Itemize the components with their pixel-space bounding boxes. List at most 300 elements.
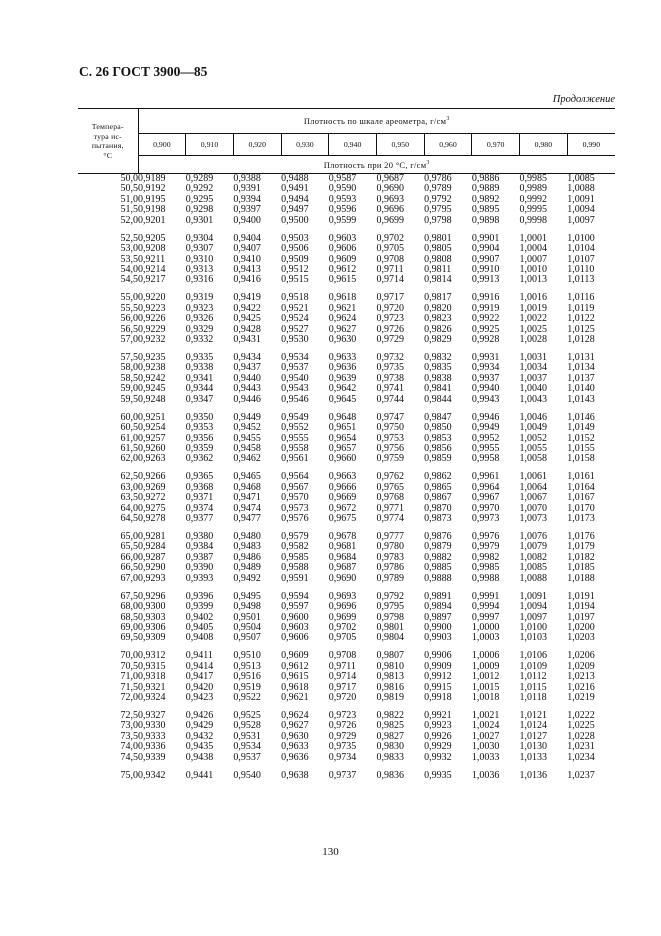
density-cell: 0,9365	[185, 471, 214, 483]
density-cell: 0,9792	[424, 193, 452, 205]
density-cell: 0,9900	[424, 621, 452, 633]
density-cell: 0,9229	[138, 323, 166, 335]
density-cell: 0,9952	[471, 432, 500, 444]
density-cell: 1,0167	[567, 492, 595, 504]
temperature-cell: 65,0	[120, 530, 138, 542]
density-cell: 0,9248	[138, 393, 166, 405]
density-cell: 0,9612	[328, 264, 357, 276]
density-cell: 0,9786	[376, 562, 404, 574]
density-cell: 0,9235	[138, 351, 166, 363]
density-cell: 0,9497	[281, 204, 309, 216]
density-cell: 0,9762	[376, 471, 404, 483]
density-cell: 0,9958	[471, 453, 500, 465]
density-cell: 0,9492	[233, 572, 261, 584]
density-cell: 1,0127	[519, 730, 547, 742]
density-cell: 0,9411	[185, 650, 213, 662]
density-cell: 0,9618	[328, 292, 357, 304]
density-cell: 0,9426	[185, 709, 214, 721]
density-cell: 0,9992	[519, 193, 547, 205]
density-cell: 0,9260	[138, 442, 166, 454]
density-cell: 0,9609	[328, 253, 357, 265]
density-cell: 0,9306	[138, 621, 166, 633]
density-cell: 1,0115	[519, 681, 547, 693]
density-cell: 1,0064	[519, 481, 547, 493]
density-cell: 1,0049	[519, 422, 547, 434]
density-cell: 0,9512	[281, 264, 309, 276]
density-cell: 1,0225	[567, 720, 595, 732]
density-cell: 0,9368	[185, 481, 214, 493]
temperature-cell: 64,0	[120, 502, 138, 514]
density-cell: 0,9579	[281, 530, 309, 542]
density-cell: 0,9702	[328, 621, 357, 633]
density-cell: 0,9624	[328, 313, 357, 325]
density-cell: 1,0124	[519, 720, 547, 732]
density-cell: 0,9516	[233, 671, 261, 683]
density-cell: 0,9597	[281, 601, 309, 613]
density-cell: 0,9371	[185, 492, 214, 504]
density-cell: 0,9564	[281, 471, 309, 483]
density-cell: 0,9468	[233, 481, 261, 493]
density-cell: 0,9318	[138, 671, 166, 683]
density-cell: 0,9814	[424, 274, 452, 286]
density-cell: 0,9946	[471, 411, 500, 423]
density-cell: 1,0055	[519, 442, 547, 454]
table-row	[78, 335, 615, 345]
density-cell: 0,9777	[376, 530, 404, 542]
density-cell: 0,9295	[185, 193, 214, 205]
temperature-cell: 61,0	[120, 432, 138, 444]
density-cell: 0,9991	[471, 590, 500, 602]
density-cell: 0,9449	[233, 411, 261, 423]
density-cell: 0,9590	[328, 183, 357, 195]
density-cell: 0,9732	[376, 351, 404, 363]
density-cell: 0,9380	[185, 530, 214, 542]
density-cell: 1,0073	[519, 513, 547, 525]
temperature-cell: 63,5	[120, 492, 138, 504]
table-row	[78, 423, 615, 433]
density-cell: 0,9935	[424, 769, 452, 781]
density-cell: 0,9830	[376, 741, 404, 753]
density-column-header: 0,960	[424, 134, 472, 156]
density-cell: 0,9189	[138, 173, 166, 184]
density-cell: 1,0067	[519, 492, 547, 504]
density-cell: 0,9940	[471, 383, 500, 395]
density-cell: 0,9452	[233, 422, 261, 434]
density-cell: 0,9870	[424, 502, 452, 514]
density-cell: 0,9513	[233, 660, 261, 672]
hydrometer-density-header	[138, 109, 615, 134]
density-cell: 0,9344	[185, 383, 214, 395]
density-cell: 0,9195	[138, 193, 166, 205]
density-cell: 0,9491	[281, 183, 309, 195]
density-cell: 0,9307	[185, 243, 214, 255]
density-cell: 1,0146	[567, 411, 595, 423]
density-cell: 1,0088	[519, 572, 547, 584]
table-row	[78, 574, 615, 584]
stub-header-line: °С	[103, 150, 113, 160]
density-cell: 0,9353	[185, 422, 214, 434]
density-cell: 0,9916	[471, 292, 500, 304]
density-cell: 0,9931	[471, 351, 500, 363]
temperature-cell: 60,5	[120, 422, 138, 434]
density-cell: 1,0022	[519, 313, 547, 325]
density-cell: 0,9521	[281, 302, 309, 314]
table-row	[78, 525, 615, 543]
density-cell: 1,0037	[519, 372, 547, 384]
temperature-cell: 61,5	[120, 442, 138, 454]
density-cell: 0,9594	[281, 590, 309, 602]
density-column-header: 0,980	[520, 134, 568, 156]
density-cell: 1,0206	[567, 650, 595, 662]
density-cell: 0,9711	[376, 264, 404, 276]
density-cell: 0,9293	[138, 572, 166, 584]
density-cell: 0,9420	[185, 681, 214, 693]
density-cell: 0,9639	[328, 372, 357, 384]
density-cell: 0,9555	[281, 432, 309, 444]
density-cell: 0,9612	[281, 660, 309, 672]
density-cell: 0,9638	[281, 769, 309, 781]
density-cell: 0,9816	[376, 681, 404, 693]
density-cell: 0,9726	[328, 720, 357, 732]
density-cell: 0,9723	[376, 313, 404, 325]
density-cell: 0,9807	[376, 650, 404, 662]
density-cell: 1,0185	[567, 562, 595, 574]
density-cell: 1,0136	[519, 769, 547, 781]
density-cell: 0,9275	[138, 502, 166, 514]
density-cell: 0,9422	[233, 302, 261, 314]
density-cell: 0,9859	[424, 453, 452, 465]
density-cell: 0,9359	[185, 442, 214, 454]
density-cell: 0,9810	[376, 660, 404, 672]
density-cell: 0,9919	[471, 302, 500, 314]
density-cell: 1,0219	[567, 692, 595, 704]
density-cell: 0,9313	[185, 264, 214, 276]
density-cell: 1,0036	[471, 769, 500, 781]
temperature-cell: 74,0	[120, 741, 138, 753]
density-cell: 0,9510	[233, 650, 261, 662]
density-cell: 1,0085	[519, 562, 547, 574]
temperature-cell: 68,5	[120, 611, 138, 623]
density-cell: 0,9780	[376, 541, 404, 553]
density-cell: 0,9961	[471, 471, 500, 483]
density-column-header: 0,940	[329, 134, 377, 156]
density-cell: 1,0025	[519, 323, 547, 335]
temperature-cell: 67,5	[120, 590, 138, 602]
density-cell: 1,0009	[471, 660, 500, 672]
density-cell: 0,9720	[328, 692, 357, 704]
density-cell: 0,9982	[471, 551, 500, 563]
density-cell: 0,9488	[281, 173, 309, 184]
density-cell: 0,9506	[281, 243, 309, 255]
density-cell: 1,0012	[471, 671, 500, 683]
density-cell: 0,9918	[424, 692, 452, 704]
density-cell: 0,9303	[138, 611, 166, 623]
density-cell: 0,9630	[328, 334, 357, 346]
density-cell: 0,9811	[424, 264, 452, 276]
density-cell: 1,0015	[471, 681, 500, 693]
density-cell: 0,9827	[376, 730, 404, 742]
density-cell: 0,9693	[376, 193, 404, 205]
density-cell: 1,0013	[519, 274, 547, 286]
density-cell: 0,9519	[233, 681, 261, 693]
page-number: 130	[322, 846, 339, 858]
density-cell: 0,9729	[376, 334, 404, 346]
density-cell: 0,9856	[424, 442, 452, 454]
density-cell: 0,9901	[471, 232, 500, 244]
table-row	[78, 514, 615, 524]
density-cell: 1,0079	[519, 541, 547, 553]
density-cell: 1,0130	[519, 741, 547, 753]
density-table	[78, 108, 615, 781]
temperature-cell: 52,0	[120, 214, 138, 226]
density-cell: 1,0006	[471, 650, 500, 662]
density-cell: 0,9332	[185, 334, 214, 346]
density-cell: 1,0028	[519, 334, 547, 346]
density-cell: 0,9432	[185, 730, 214, 742]
density-cell: 0,9928	[471, 334, 500, 346]
density-cell: 1,0019	[519, 302, 547, 314]
density-cell: 0,9669	[328, 492, 357, 504]
density-cell: 0,9756	[376, 442, 404, 454]
density-cell: 1,0133	[519, 751, 547, 763]
density-cell: 0,9211	[138, 253, 166, 265]
table-header-row-group	[78, 109, 615, 134]
density-cell: 0,9316	[185, 274, 214, 286]
density-cell: 0,9926	[424, 730, 452, 742]
table-header-row-sub	[78, 156, 615, 174]
density-cell: 0,9327	[138, 709, 166, 721]
density-cell: 0,9970	[471, 502, 500, 514]
density-cell: 0,9603	[281, 621, 309, 633]
density-cell: 1,0024	[471, 720, 500, 732]
density-cell: 0,9527	[281, 323, 309, 335]
temperature-cell: 51,5	[120, 204, 138, 216]
density-cell: 1,0107	[567, 253, 595, 265]
temperature-cell: 53,0	[120, 243, 138, 255]
density-cell: 0,9208	[138, 243, 166, 255]
density-cell: 1,0016	[519, 292, 547, 304]
density-cell: 0,9932	[424, 751, 452, 763]
density-cell: 0,9645	[328, 393, 357, 405]
temperature-cell: 56,5	[120, 323, 138, 335]
table-row	[78, 275, 615, 285]
density-cell: 0,9636	[328, 362, 357, 374]
density-cell: 0,9720	[376, 302, 404, 314]
density-cell: 1,0061	[519, 471, 547, 483]
density-cell: 0,9844	[424, 393, 452, 405]
density-cell: 0,9867	[424, 492, 452, 504]
density-cell: 1,0237	[567, 769, 595, 781]
density-cell: 0,9696	[328, 601, 357, 613]
density-cell: 0,9384	[185, 541, 214, 553]
density-cell: 0,9326	[185, 313, 214, 325]
density-cell: 0,9319	[185, 292, 214, 304]
density-cell: 0,9912	[424, 671, 452, 683]
density-cell: 0,9923	[424, 720, 452, 732]
density-cell: 1,0121	[519, 709, 547, 721]
density-cell: 1,0103	[519, 632, 547, 644]
density-cell: 1,0209	[567, 660, 595, 672]
table-row	[78, 244, 615, 254]
density-cell: 0,9462	[233, 453, 261, 465]
density-cell: 0,9588	[281, 562, 309, 574]
density-cell: 1,0122	[567, 313, 595, 325]
density-column-header: 0,900	[138, 134, 186, 156]
density-at-20c-header	[138, 156, 615, 174]
temperature-cell: 50,5	[120, 183, 138, 195]
density-cell: 0,9263	[138, 453, 166, 465]
temperature-cell: 55,0	[120, 292, 138, 304]
density-cell: 0,9734	[328, 751, 357, 763]
density-cell: 1,0018	[471, 692, 500, 704]
density-cell: 1,0052	[519, 432, 547, 444]
temperature-cell: 65,5	[120, 541, 138, 553]
density-cell: 1,0179	[567, 541, 595, 553]
density-cell: 0,9817	[424, 292, 452, 304]
density-cell: 0,9819	[376, 692, 404, 704]
density-cell: 0,9431	[233, 334, 261, 346]
temperature-cell: 74,5	[120, 751, 138, 763]
density-cell: 0,9795	[376, 601, 404, 613]
density-cell: 0,9362	[185, 453, 214, 465]
density-cell: 0,9289	[185, 173, 214, 184]
density-cell: 0,9428	[233, 323, 261, 335]
density-cell: 0,9552	[281, 422, 309, 434]
density-cell: 1,0188	[567, 572, 595, 584]
density-cell: 0,9388	[233, 173, 261, 184]
density-cell: 0,9287	[138, 551, 166, 563]
density-cell: 0,9687	[328, 562, 357, 574]
density-cell: 0,9192	[138, 183, 166, 195]
density-cell: 0,9847	[424, 411, 452, 423]
density-cell: 0,9531	[233, 730, 261, 742]
density-cell: 0,9675	[328, 513, 357, 525]
density-cell: 0,9540	[281, 372, 309, 384]
density-cell: 0,9988	[471, 572, 500, 584]
density-cell: 0,9774	[376, 513, 404, 525]
density-cell: 1,0040	[519, 383, 547, 395]
density-cell: 0,9985	[471, 562, 500, 574]
density-cell: 0,9425	[233, 313, 261, 325]
unit-exponent: 3	[426, 159, 430, 166]
table-row	[78, 395, 615, 405]
density-cell: 0,9925	[471, 323, 500, 335]
density-cell: 0,9585	[281, 551, 309, 563]
density-cell: 0,9396	[185, 590, 214, 602]
density-cell: 0,9714	[376, 274, 404, 286]
density-cell: 0,9281	[138, 530, 166, 542]
density-cell: 1,0033	[471, 751, 500, 763]
density-cell: 0,9434	[233, 351, 261, 363]
density-cell: 0,9922	[471, 313, 500, 325]
density-cell: 0,9338	[185, 362, 214, 374]
density-cell: 0,9789	[376, 572, 404, 584]
density-cell: 0,9486	[233, 551, 261, 563]
table-row	[78, 602, 615, 612]
density-cell: 0,9494	[281, 193, 309, 205]
density-cell: 0,9934	[471, 362, 500, 374]
density-cell: 0,9693	[328, 590, 357, 602]
density-cell: 1,0203	[567, 632, 595, 644]
density-cell: 0,9891	[424, 590, 452, 602]
density-cell: 0,9666	[328, 481, 357, 493]
density-cell: 0,9603	[328, 232, 357, 244]
density-cell: 1,0170	[567, 502, 595, 514]
density-cell: 1,0030	[471, 741, 500, 753]
density-cell: 0,9696	[376, 204, 404, 216]
density-cell: 1,0100	[519, 621, 547, 633]
density-cell: 1,0091	[567, 193, 595, 205]
table-row	[78, 216, 615, 226]
density-cell: 0,9717	[328, 681, 357, 693]
density-cell: 0,9446	[233, 393, 261, 405]
temperature-cell: 53,5	[120, 253, 138, 265]
density-cell: 0,9576	[281, 513, 309, 525]
density-cell: 0,9423	[185, 692, 214, 704]
table-row	[78, 405, 615, 423]
density-cell: 1,0100	[567, 232, 595, 244]
density-cell: 0,9269	[138, 481, 166, 493]
density-cell: 0,9226	[138, 313, 166, 325]
density-cell: 0,9408	[185, 632, 214, 644]
density-cell: 0,9850	[424, 422, 452, 434]
density-cell: 0,9304	[185, 232, 214, 244]
density-column-header: 0,910	[186, 134, 234, 156]
temperature-cell: 70,5	[120, 660, 138, 672]
density-cell: 0,9347	[185, 393, 214, 405]
density-cell: 1,0046	[519, 411, 547, 423]
density-cell: 0,9312	[138, 650, 166, 662]
temperature-cell: 60,0	[120, 411, 138, 423]
density-cell: 1,0085	[567, 173, 595, 184]
density-cell: 0,9894	[424, 601, 452, 613]
density-cell: 0,9798	[376, 611, 404, 623]
density-cell: 0,9937	[471, 372, 500, 384]
density-cell: 0,9437	[233, 362, 261, 374]
density-cell: 0,9615	[328, 274, 357, 286]
density-cell: 0,9648	[328, 411, 357, 423]
table-row	[78, 753, 615, 763]
density-cell: 0,9515	[281, 274, 309, 286]
temperature-cell: 58,0	[120, 362, 138, 374]
continuation-label: Продолжение	[552, 94, 615, 105]
density-cell: 1,0070	[519, 502, 547, 514]
density-cell: 0,9759	[376, 453, 404, 465]
temperature-cell: 71,0	[120, 671, 138, 683]
density-column-header: 0,950	[376, 134, 424, 156]
density-cell: 1,0112	[519, 671, 547, 683]
density-cell: 1,0027	[471, 730, 500, 742]
density-cell: 0,9214	[138, 264, 166, 276]
density-cell: 0,9495	[233, 590, 261, 602]
density-cell: 0,9518	[281, 292, 309, 304]
density-cell: 0,9801	[424, 232, 452, 244]
temperature-cell: 63,0	[120, 481, 138, 493]
temperature-cell: 62,5	[120, 471, 138, 483]
density-cell: 1,0137	[567, 372, 595, 384]
table-row	[78, 633, 615, 643]
density-cell: 1,0104	[567, 243, 595, 255]
temperature-cell: 59,0	[120, 383, 138, 395]
density-cell: 0,9615	[281, 671, 309, 683]
density-cell: 0,9339	[138, 751, 166, 763]
temperature-cell: 56,0	[120, 313, 138, 325]
density-cell: 0,9729	[328, 730, 357, 742]
density-cell: 1,0003	[471, 632, 500, 644]
density-cell: 0,9642	[328, 383, 357, 395]
temperature-cell: 73,5	[120, 730, 138, 742]
density-cell: 0,9888	[424, 572, 452, 584]
